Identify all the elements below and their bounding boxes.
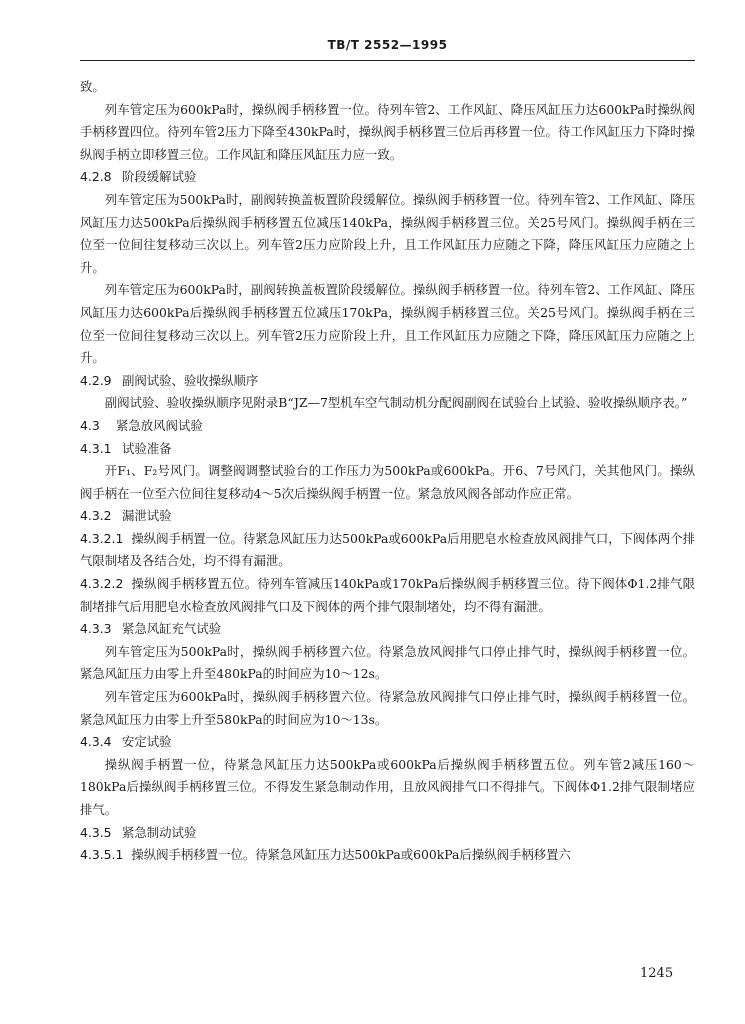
section-number: 4.2.8 <box>80 169 112 185</box>
section-heading <box>80 166 695 189</box>
section-title: 试验准备 <box>122 440 172 456</box>
clause-number: 4.3.2.2 <box>80 576 124 592</box>
section-number: 4.3.2 <box>80 508 112 524</box>
header-rule <box>80 60 695 61</box>
numbered-paragraph <box>80 573 695 618</box>
section-title: 安定试验 <box>122 734 172 750</box>
running-header: TB/T 2552—1995 <box>327 38 448 52</box>
section-heading <box>80 370 695 393</box>
section-number: 4.3.1 <box>80 440 112 456</box>
section-number: 4.3.4 <box>80 734 112 750</box>
section-title: 漏泄试验 <box>122 508 172 524</box>
paragraph: 副阀试验、验收操纵顺序见附录B“JZ—7型机车空气制动机分配阀副阀在试验台上试验、验收操纵顺序表。” <box>104 395 688 411</box>
section-heading <box>80 822 695 845</box>
section-heading <box>80 505 695 528</box>
numbered-paragraph <box>80 844 695 867</box>
numbered-paragraph <box>80 528 695 573</box>
clause-text: 操纵阀手柄移置五位。待列车管减压140kPa或170kPa后操纵阀手柄移置三位。待下阀体Φ1.2排气限制堵排气后用肥皂水检查放风阀排气口及下阀体的两个排气限制堵处，均不得有漏泄。 <box>80 576 695 614</box>
paragraph: 致。 <box>80 79 105 94</box>
section-heading <box>80 438 695 461</box>
paragraph: 操纵阀手柄置一位，待紧急风缸压力达500kPa或600kPa后操纵阀手柄移置五位。列车管2减压160～180kPa后操纵阀手柄移置三位。不得发生紧急制动作用，且放风阀排气口不得排气。下阀体Φ1.2排气限制堵应排气。 <box>80 756 695 817</box>
paragraph: 列车管定压为600kPa时，操纵阀手柄移置六位。待紧急放风阀排气口停止排气时，操纵阀手柄移置一位。紧急风缸压力由零上升至580kPa的时间应为10～13s。 <box>80 689 695 727</box>
clause-text: 操纵阀手柄置一位。待紧急风缸压力达500kPa或600kPa后用肥皂水检查放风阀排气口，下阀体两个排气限制堵及各结合处，均不得有漏泄。 <box>80 530 695 569</box>
document-body <box>80 76 695 867</box>
paragraph: 开F₁、F₂号风门。调整阀调整试验台的工作压力为500kPa或600kPa。开6、7号风门，关其他风门。操纵阀手柄在一位至六位间往复移动4～5次后操纵阀手柄置一位。紧急放风阀各部动作应正常。 <box>80 463 695 501</box>
paragraph: 列车管定压为600kPa时，副阀转换盖板置阶段缓解位。操纵阀手柄移置一位。待列车管2、工作风缸、降压风缸压力达600kPa后操纵阀手柄移置五位减压170kPa，操纵阀手柄移置三位。关25号风门。操纵阀手柄在三位至一位间往复移动三次以上。列车管2压力应阶段上升，且工作风缸压力应随之下降，降压风缸压力应随之上升。 <box>80 282 695 366</box>
clause-number: 4.3.5.1 <box>80 847 124 863</box>
section-heading <box>80 731 695 754</box>
clause-number: 4.3.2.1 <box>80 530 124 546</box>
section-title: 紧急制动试验 <box>122 824 197 840</box>
section-title: 紧急风缸充气试验 <box>122 621 222 637</box>
section-title: 阶段缓解试验 <box>122 169 197 185</box>
section-title: 紧急放风阀试验 <box>116 417 203 433</box>
clause-text: 操纵阀手柄移置一位。待紧急风缸压力达500kPa或600kPa后操纵阀手柄移置六 <box>131 847 571 863</box>
paragraph: 列车管定压为600kPa时，操纵阀手柄移置一位。待列车管2、工作风缸、降压风缸压力达600kPa时操纵阀手柄移置四位。待列车管2压力下降至430kPa时，操纵阀手柄移置三位后再移置一位。待工作风缸压力下降时操纵阀手柄立即移置三位。工作风缸和降压风缸压力应一致。 <box>80 101 695 162</box>
section-number: 4.3.5 <box>80 824 112 840</box>
section-heading <box>80 415 695 438</box>
section-number: 4.3.3 <box>80 621 112 637</box>
paragraph: 列车管定压为500kPa时，操纵阀手柄移置六位。待紧急放风阀排气口停止排气时，操纵阀手柄移置一位。紧急风缸压力由零上升至480kPa的时间应为10～12s。 <box>80 643 695 682</box>
section-title: 副阀试验、验收操纵顺序 <box>122 372 259 388</box>
section-number: 4.3 <box>80 417 100 433</box>
section-number: 4.2.9 <box>80 372 112 388</box>
paragraph: 列车管定压为500kPa时，副阀转换盖板置阶段缓解位。操纵阀手柄移置一位。待列车管2、工作风缸、降压风缸压力达500kPa后操纵阀手柄移置五位减压140kPa，操纵阀手柄移置三位。关25号风门。操纵阀手柄在三位至一位间往复移动三次以上。列车管2压力应阶段上升，且工作风缸压力应随之下降，降压风缸压力应随之上升。 <box>80 191 695 275</box>
section-heading <box>80 618 695 641</box>
page-number: 1245 <box>640 966 674 981</box>
